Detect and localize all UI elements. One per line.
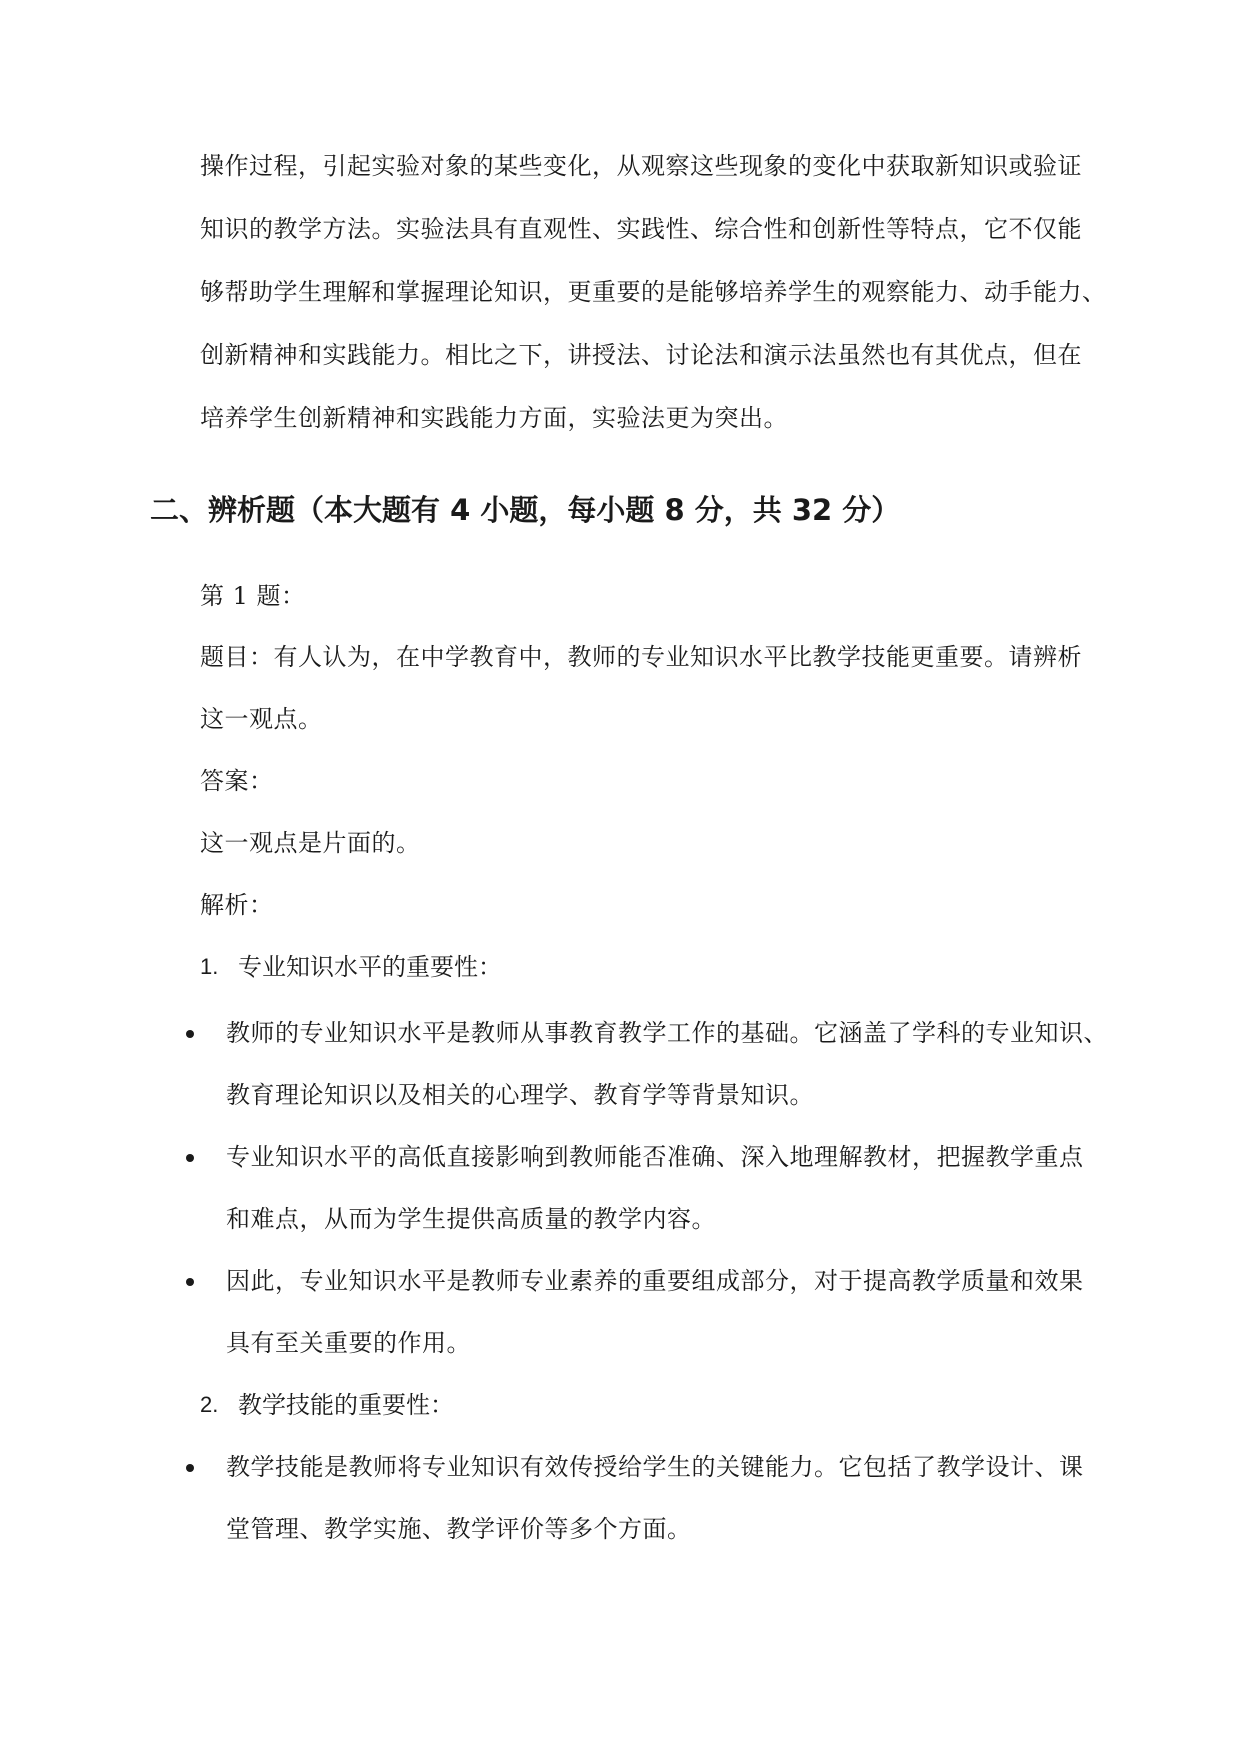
bullet-line: 具有至关重要的作用。: [226, 1329, 471, 1357]
intro-line: 创新精神和实践能力。相比之下，讲授法、讨论法和演示法虽然也有其优点，但在: [200, 341, 1082, 369]
question-label: 第 1 题：: [200, 582, 306, 610]
bullet-icon: [186, 1278, 194, 1286]
analysis-label: 解析：: [200, 891, 274, 919]
point-title: 教学技能的重要性：: [238, 1391, 454, 1419]
bullet-line: 教学技能是教师将专业知识有效传授给学生的关键能力。它包括了教学设计、课: [226, 1453, 1084, 1481]
bullet-line: 因此，专业知识水平是教师专业素养的重要组成部分，对于提高教学质量和效果: [226, 1267, 1084, 1295]
bullet-line: 和难点，从而为学生提供高质量的教学内容。: [226, 1205, 716, 1233]
bullet-icon: [186, 1464, 194, 1472]
answer-label: 答案：: [200, 767, 274, 795]
intro-line: 培养学生创新精神和实践能力方面，实验法更为突出。: [200, 404, 788, 432]
bullet-line: 教师的专业知识水平是教师从事教育教学工作的基础。它涵盖了学科的专业知识、: [226, 1019, 1108, 1047]
question-prompt-line: 这一观点。: [200, 705, 323, 733]
bullet-icon: [186, 1030, 194, 1038]
question-prompt-line: 题目：有人认为，在中学教育中，教师的专业知识水平比教学技能更重要。请辨析: [200, 643, 1082, 671]
point-number: 1.: [200, 954, 219, 979]
bullet-line: 堂管理、教学实施、教学评价等多个方面。: [226, 1515, 692, 1543]
bullet-line: 专业知识水平的高低直接影响到教师能否准确、深入地理解教材，把握教学重点: [226, 1143, 1084, 1171]
intro-line: 知识的教学方法。实验法具有直观性、实践性、综合性和创新性等特点，它不仅能: [200, 215, 1082, 243]
bullet-line: 教育理论知识以及相关的心理学、教育学等背景知识。: [226, 1081, 814, 1109]
bullet-icon: [186, 1154, 194, 1162]
intro-line: 够帮助学生理解和掌握理论知识，更重要的是能够培养学生的观察能力、动手能力、: [200, 278, 1107, 306]
answer-text: 这一观点是片面的。: [200, 829, 421, 857]
section-heading: 二、辨析题（本大题有 4 小题，每小题 8 分，共 32 分）: [150, 493, 901, 527]
point-title: 专业知识水平的重要性：: [238, 953, 502, 981]
intro-line: 操作过程，引起实验对象的某些变化，从观察这些现象的变化中获取新知识或验证: [200, 152, 1082, 180]
point-number: 2.: [200, 1392, 219, 1417]
